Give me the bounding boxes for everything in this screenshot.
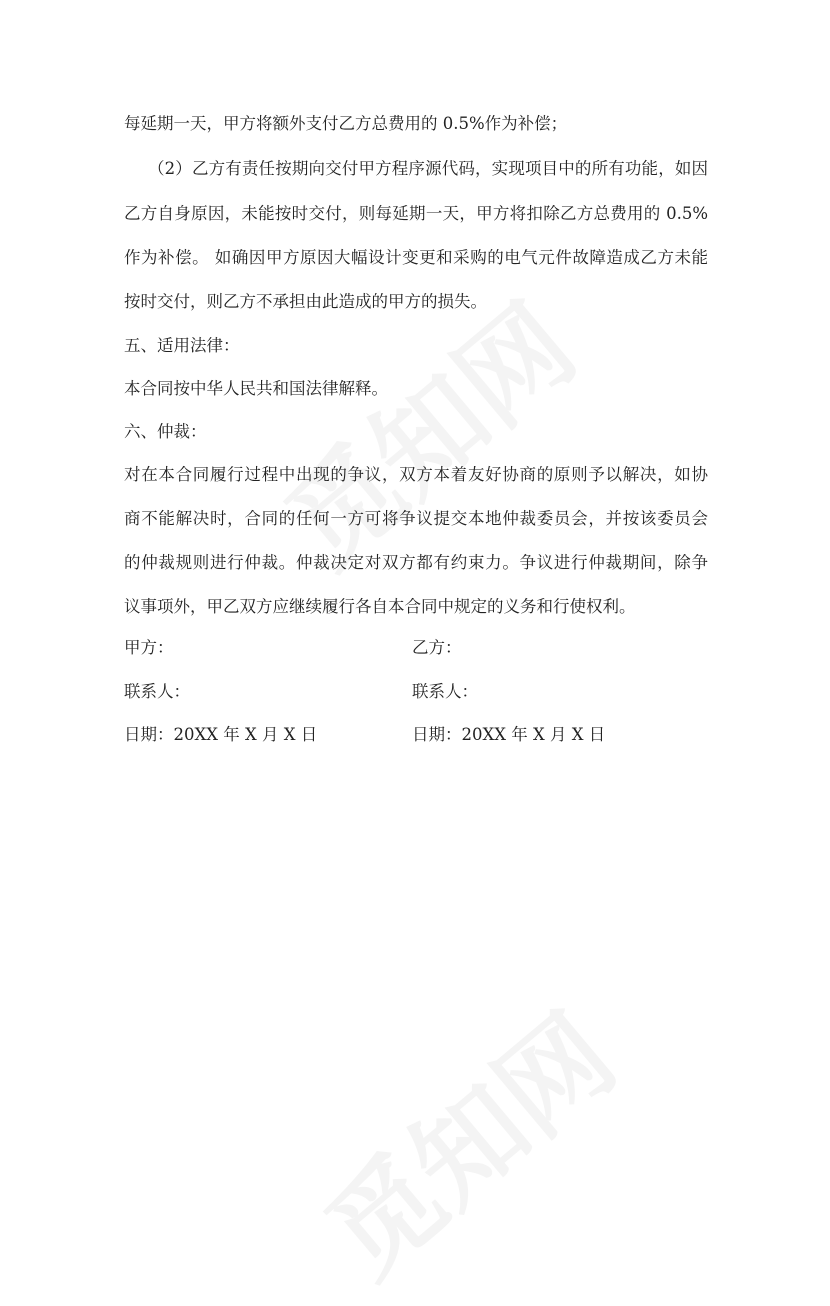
body-line: 乙方自身原因，未能按时交付，则每延期一天，甲方将扣除乙方总费用的 0.5% bbox=[124, 204, 708, 223]
watermark bbox=[288, 972, 642, 1305]
section-heading-law: 五、适用法律： bbox=[124, 336, 240, 355]
section-text-law: 本合同按中华人民共和国法律解释。 bbox=[124, 379, 388, 398]
party-a-label: 甲方： bbox=[124, 638, 174, 657]
body-line: （2）乙方有责任按期向交付甲方程序源代码，实现项目中的所有功能，如因 bbox=[148, 159, 708, 178]
body-line: 每延期一天，甲方将额外支付乙方总费用的 0.5%作为补偿； bbox=[124, 114, 568, 133]
contact-a-label: 联系人： bbox=[124, 682, 190, 701]
body-line: 议事项外，甲乙双方应继续履行各自本合同中规定的义务和行使权利。 bbox=[124, 597, 636, 616]
body-line: 的仲裁规则进行仲裁。仲裁决定对双方都有约束力。争议进行仲裁期间，除争 bbox=[124, 553, 708, 572]
party-b-label: 乙方： bbox=[412, 638, 462, 657]
body-line: 作为补偿。 如确因甲方原因大幅设计变更和采购的电气元件故障造成乙方未能 bbox=[124, 248, 708, 267]
body-line: 对在本合同履行过程中出现的争议，双方本着友好协商的原则予以解决，如协 bbox=[124, 465, 708, 484]
date-a-label: 日期：20XX 年 X 月 X 日 bbox=[124, 725, 318, 744]
body-line: 按时交付，则乙方不承担由此造成的甲方的损失。 bbox=[124, 292, 487, 311]
body-line: 商不能解决时，合同的任何一方可将争议提交本地仲裁委员会，并按该委员会 bbox=[124, 509, 708, 528]
section-heading-arbitration: 六、仲裁： bbox=[124, 422, 207, 441]
contact-b-label: 联系人： bbox=[412, 682, 478, 701]
watermark bbox=[248, 262, 602, 595]
date-b-label: 日期：20XX 年 X 月 X 日 bbox=[412, 725, 606, 744]
